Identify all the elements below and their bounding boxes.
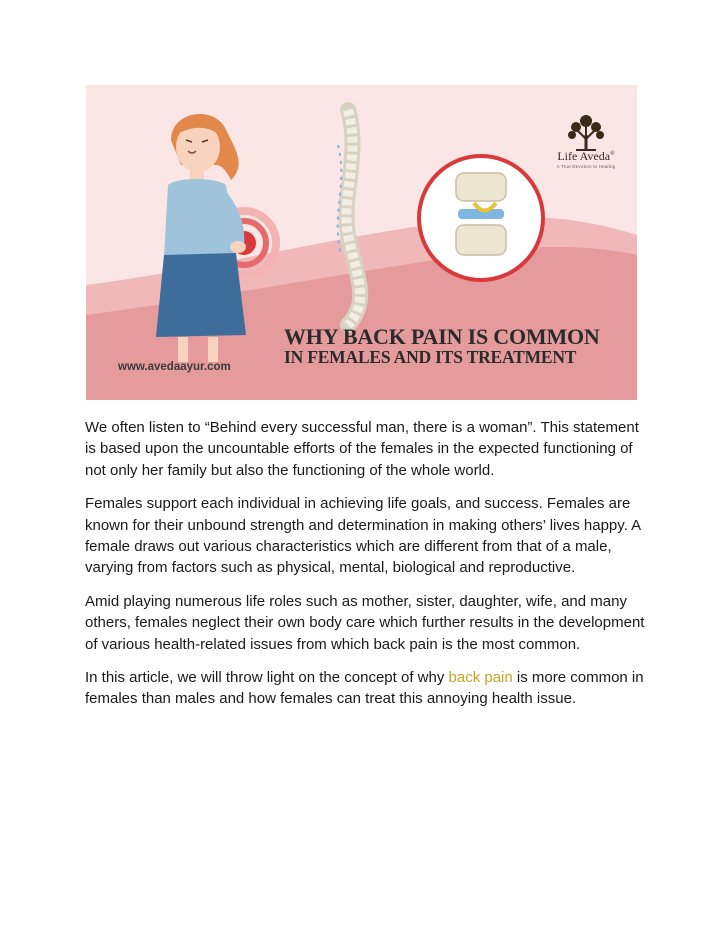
back-pain-link[interactable]: back pain	[448, 669, 513, 687]
banner-title-line2: IN FEMALES AND ITS TREATMENT	[284, 347, 577, 368]
brand-block	[546, 147, 626, 169]
banner-title-line1: WHY BACK PAIN IS COMMON	[284, 324, 600, 349]
brand-tagline: A True Devotion to Healing	[556, 164, 616, 169]
paragraph-4-text-before: In this article, we will throw light on the concept of why	[85, 669, 449, 687]
brand-name: Life Aveda®	[557, 149, 615, 163]
banner-title	[284, 325, 624, 366]
tree-logo-icon	[568, 115, 604, 151]
vertebra-closeup-icon	[419, 156, 543, 280]
paragraph-1: We often listen to “Behind every successful man, there is a woman”. This statement is based upon the uncountable efforts of the females in the expected functioning of not only her family but also the functioning of the whole world.	[85, 419, 639, 479]
hero-banner	[86, 85, 637, 400]
paragraph-4-text-after: is more common in females than males and how females can treat this annoying health issue.	[85, 669, 644, 708]
paragraph-3: Amid playing numerous life roles such as mother, sister, daughter, wife, and many others, females neglect their own body care which further results in the development of various health-related issues from which back pain is the most common.	[85, 592, 645, 653]
site-url: www.avedaayur.com	[118, 361, 231, 373]
paragraph-4	[85, 667, 645, 710]
article-body	[85, 417, 645, 722]
paragraph-2: Females support each individual in achieving life goals, and success. Females are known for their unbound strength and determination in making others’ lives happy. A female draws out various characteristics which are different from that of a male, varying from factors such as physical, mental, biological and reproductive.	[85, 495, 641, 577]
